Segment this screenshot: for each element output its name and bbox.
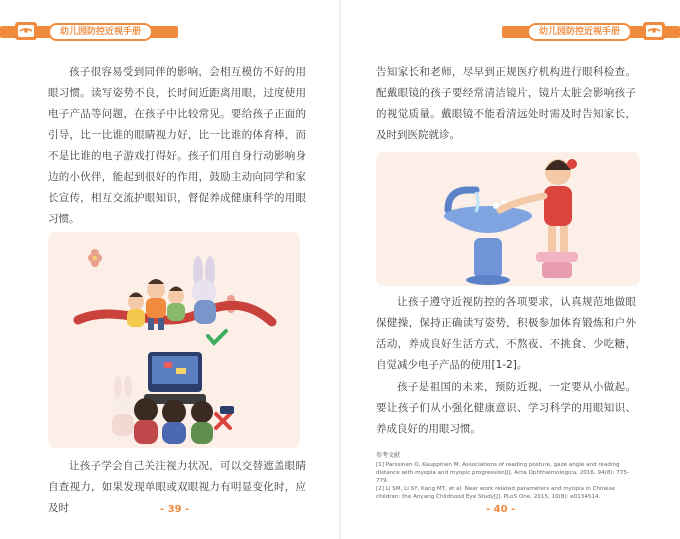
header-title: 幼儿园防控近视手册 (48, 23, 153, 41)
children-race-and-games-image (48, 232, 300, 448)
header-title: 幼儿园防控近视手册 (527, 23, 632, 41)
reference-item: [1] Parssinen O, Kauppinen M. Associations of reading posture, gaze angle and reading distance with myopia and myopic progression[J]. Acta Ophthalmologica, 2016, 94(8): 775-779. (376, 462, 629, 484)
right-paragraph-1: 告知家长和老师，尽早到正规医疗机构进行眼科检查。配戴眼镜的孩子要经常清洁镜片，镜片太脏会影响孩子的视觉质量。戴眼镜不能看清远处时需及时告知家长，及时到医院就诊。 (376, 66, 636, 141)
book-icon (642, 19, 666, 43)
references-title: 参考文献 (376, 452, 401, 459)
left-paragraph-2: 让孩子学会自己关注视力状况，可以交替遮盖眼睛自查视力，如果发现单眼或双眼视力有明显变化时，应及时 (48, 460, 306, 514)
left-illustration (48, 232, 300, 448)
right-illustration (376, 152, 640, 286)
right-paragraph-2: 让孩子遵守近视防控的各项要求，认真规范地做眼保健操，保持正确读写姿势，积极参加体育锻炼和户外活动，养成良好生活方式，不熬夜、不挑食、少吃糖，自觉减少电子产品的使用[1-2]。 (376, 296, 636, 371)
left-paragraph-1: 孩子很容易受到同伴的影响，会相互模仿不好的用眼习惯。读写姿势不良，长时间近距离用眼，过度使用电子产品等问题，在孩子中比较常见。要给孩子正面的引导，比一比谁的眼睛视力好，比一比谁的体育棒，而不是比谁的电子游戏打得好。孩子们用自身行动影响身边的小伙伴，能起到很好的作用，鼓励主动向同学和家长宣传，相互交流护眼知识，督促养成健康科学的用眼习惯。 (48, 66, 306, 225)
reference-item: [2] Li SM, Li SY, Kang MT, et al. Near work related parameters and myopia in Chinese children: the Anyang Childhood Eye Study[J]. PLoS One, 2015, 10(8): e0134514. (376, 486, 615, 500)
right-page (340, 0, 680, 539)
page-number: - 39 - (160, 504, 190, 515)
book-icon (14, 19, 38, 43)
right-paragraph-3: 孩子是祖国的未来，预防近视，一定要从小做起。要让孩子们从小强化健康意识、学习科学的用眼知识、养成良好的用眼习惯。 (376, 381, 636, 435)
references (376, 452, 638, 501)
page-number: - 40 - (486, 504, 516, 515)
girl-washing-hands-image (376, 152, 640, 286)
